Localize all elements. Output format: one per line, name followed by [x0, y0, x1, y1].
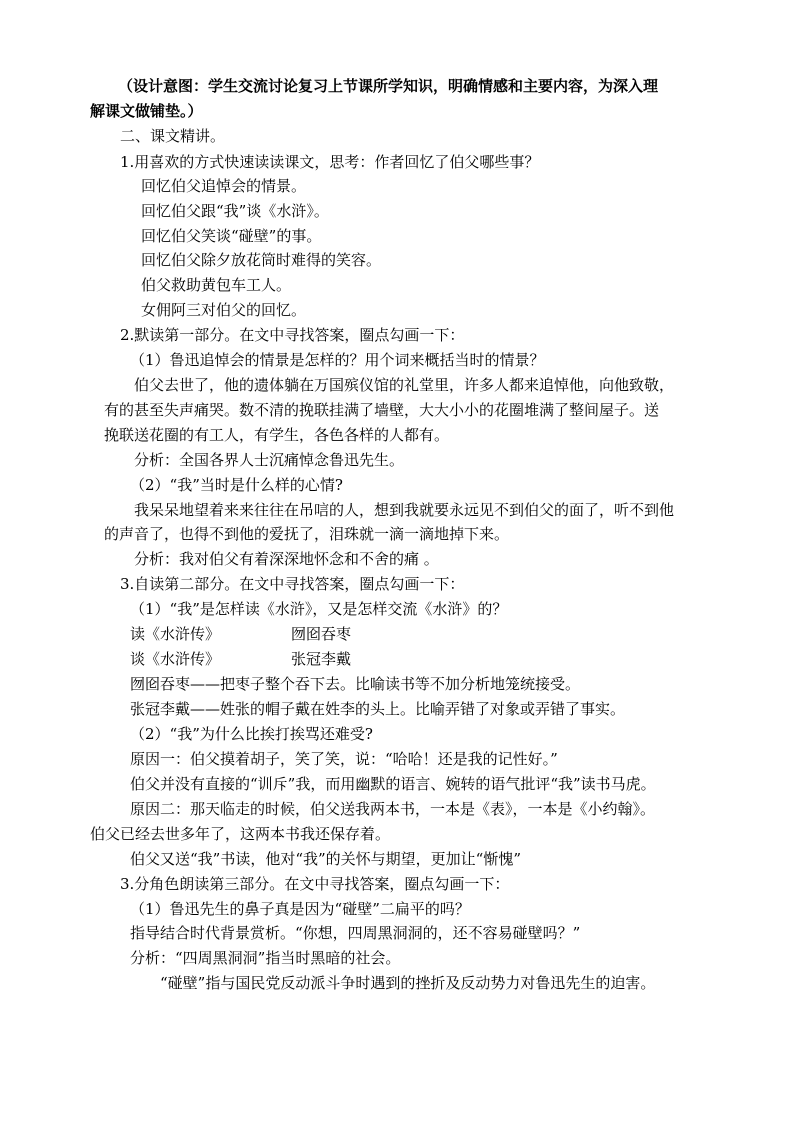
sub-question: （2）“我”当时是什么样的心情?	[130, 476, 343, 494]
analysis-line: 分析：“四周黑洞洞”指当时黑暗的社会。	[130, 949, 401, 967]
idiom-label: 张冠李戴	[291, 650, 352, 668]
answer-item: 回忆伯父追悼会的情景。	[141, 177, 307, 195]
answer-item: 回忆伯父笑谈“碰壁”的事。	[141, 227, 322, 245]
question-3b: 3.分角色朗读第三部分。在文中寻找答案，圈点勾画一下：	[120, 875, 510, 893]
sub-question: （2）“我”为什么比挨打挨骂还难受?	[130, 725, 373, 743]
quote-line: 伯父去世了，他的遗体躺在万国殡仪馆的礼堂里，许多人都来追悼他，向他致敬，	[134, 376, 675, 394]
answer-item: 回忆伯父除夕放花筒时难得的笑容。	[141, 251, 382, 269]
sub-question: （1）鲁迅先生的鼻子真是因为“碰壁”二扁平的吗？	[130, 900, 470, 918]
sub-question: （1）鲁迅追悼会的情景是怎样的？用个词来概括当时的情景？	[130, 351, 545, 369]
reading-label: 读《水浒传》	[130, 625, 221, 643]
question-3: 3.自读第二部分。在文中寻找答案，圈点勾画一下：	[120, 575, 465, 593]
idiom-definition: 张冠李戴——姓张的帽子戴在姓李的头上。比喻弄错了对象或弄错了事实。	[130, 700, 626, 718]
quote-line: 我呆呆地望着来来往往在吊唁的人，想到我就要永远见不到伯父的面了，听不到他	[134, 501, 675, 519]
analysis-line: “碰壁”指与国民党反动派斗争时遇到的挫折及反动势力对鲁迅先生的迫害。	[160, 974, 656, 992]
quote-line: 挽联送花圈的有工人，有学生，各色各样的人都有。	[104, 426, 450, 444]
answer-item: 女佣阿三对伯父的回忆。	[141, 301, 307, 319]
design-intent-line-1: （设计意图：学生交流讨论复习上节课所学知识，明确情感和主要内容，为深入理	[118, 77, 659, 95]
answer-item: 伯父救助黄包车工人。	[141, 276, 292, 294]
quote-line: 的声音了，也得不到他的爱抚了，泪珠就一滴一滴地掉下来。	[104, 525, 510, 543]
guidance-line: 指导结合时代背景赏析。“你想，四周黑洞洞的，还不容易碰壁吗？”	[130, 924, 581, 942]
quote-line: 有的甚至失声痛哭。数不清的挽联挂满了墙壁，大大小小的花圈堆满了整间屋子。送	[104, 401, 660, 419]
analysis-line: 分析：全国各界人士沉痛悼念鲁迅先生。	[134, 451, 405, 469]
reading-label: 谈《水浒传》	[130, 650, 221, 668]
reason-line: 伯父并没有直接的“训斥”我，而用幽默的语言、婉转的语气批评“我”读书马虎。	[130, 775, 656, 793]
question-1: 1.用喜欢的方式快速读读课文，思考：作者回忆了伯父哪些事？	[120, 153, 540, 171]
reason-line: 伯父已经去世多年了，这两本书我还保存着。	[90, 825, 391, 843]
reason-line: 原因二：那天临走的时候，伯父送我两本书，一本是《表》，一本是《小约翰》。	[130, 800, 656, 818]
sub-question: （1）“我”是怎样读《水浒》，又是怎样交流《水浒》的？	[130, 600, 508, 618]
analysis-line: 分析：我对伯父有着深深地怀念和不舍的痛 。	[134, 550, 439, 568]
section-heading: 二、课文精讲。	[120, 127, 226, 145]
idiom-label: 囫囵吞枣	[291, 625, 352, 643]
reason-line: 伯父又送“我”书读，他对“我”的关怀与期望，更加让“惭愧”	[130, 850, 522, 868]
answer-item: 回忆伯父跟“我”谈《水浒》。	[141, 202, 329, 220]
question-2: 2.默读第一部分。在文中寻找答案，圈点勾画一下：	[120, 326, 465, 344]
design-intent-line-2: 解课文做铺垫。）	[90, 102, 203, 120]
idiom-definition: 囫囵吞枣——把枣子整个吞下去。比喻读书等不加分析地笼统接受。	[130, 675, 581, 693]
reason-line: 原因一：伯父摸着胡子，笑了笑，说：“哈哈！还是我的记性好。”	[130, 750, 558, 768]
